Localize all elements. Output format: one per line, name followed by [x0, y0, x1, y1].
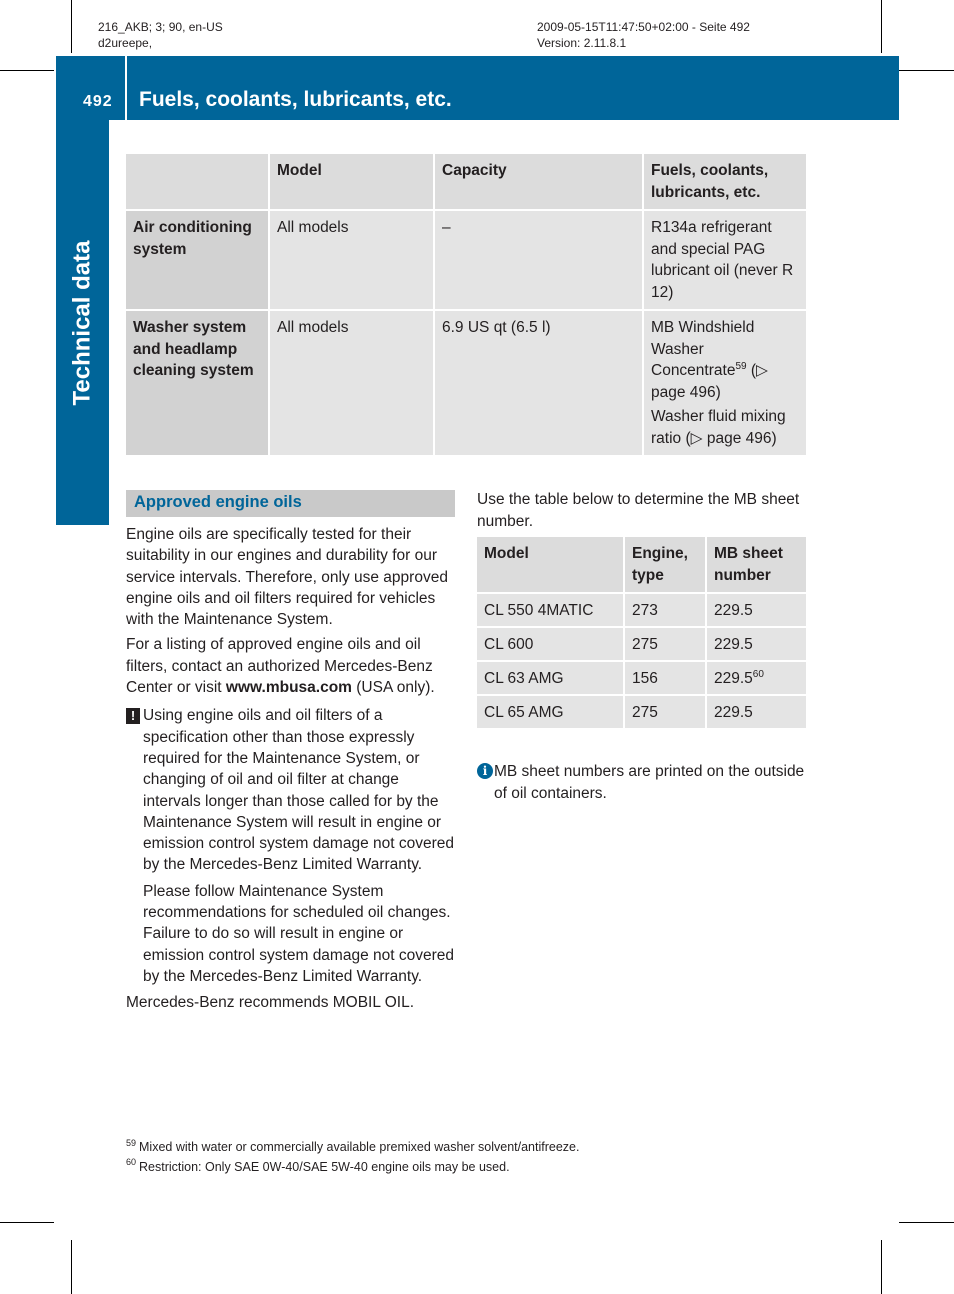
table-cell: 229.5 — [707, 696, 806, 728]
side-tab-label — [56, 120, 109, 525]
table-row — [477, 628, 806, 660]
print-meta-left — [98, 19, 223, 51]
footnote — [126, 1158, 579, 1178]
oil-table-intro: Use the table below to determine the MB sheet number. — [477, 491, 800, 530]
fuels-table — [124, 152, 808, 457]
crop-mark — [0, 70, 54, 71]
meta-line: 2009-05-15T11:47:50+02:00 - Seite 492 — [537, 20, 750, 34]
footnote-text: Restriction: Only SAE 0W-40/SAE 5W-40 engine oils may be used. — [139, 1159, 510, 1174]
crop-mark — [71, 0, 72, 53]
info-note — [477, 761, 807, 804]
sheet-number: 229.5 — [714, 670, 753, 687]
footnote-ref: 60 — [752, 668, 764, 680]
meta-line: d2ureepe, — [98, 36, 153, 50]
warning-icon: ! — [126, 708, 140, 724]
table-cell: 6.9 US qt (6.5 l) — [435, 311, 642, 455]
warning-block — [126, 705, 458, 987]
website-link[interactable]: www.mbusa.com — [225, 679, 352, 697]
table-header-cell: Engine, type — [625, 537, 705, 592]
table-header-cell: MB sheet number — [707, 537, 806, 592]
print-meta-right — [537, 19, 750, 51]
table-header-cell: Model — [477, 537, 623, 592]
table-header-row — [477, 537, 806, 592]
table-cell: 156 — [625, 662, 705, 694]
table-cell: 275 — [625, 696, 705, 728]
table-header-row — [126, 154, 806, 209]
footnote-number: 59 — [126, 1137, 137, 1148]
table-cell: R134a refrigerant and special PAG lubricant oil (never R 12) — [644, 211, 806, 309]
table-cell: 229.5 — [707, 628, 806, 660]
approved-oils-body — [126, 524, 458, 1018]
crop-mark — [881, 0, 882, 53]
table-row — [126, 311, 806, 455]
footnote-text: Mixed with water or commercially available premixed washer solvent/antifreeze. — [139, 1140, 580, 1154]
table-row — [477, 662, 806, 694]
table-row — [477, 594, 806, 626]
info-icon: i — [477, 763, 493, 779]
table-cell — [707, 662, 806, 694]
warning-text: Please follow Maintenance System recommendations for scheduled oil changes. Failure to do so will result in engine or emission control system damage not covered by the Mercedes-Benz Limited Warranty. — [143, 882, 455, 985]
crop-mark — [881, 1240, 882, 1294]
table-cell: CL 600 — [477, 628, 623, 660]
paragraph — [126, 634, 458, 698]
table-cell: CL 63 AMG — [477, 662, 623, 694]
page-reference-link[interactable]: (▷ page 496) — [651, 362, 768, 401]
section-heading — [126, 490, 455, 517]
paragraph-text: (USA only). — [351, 679, 435, 697]
recommendation-text: Mercedes-Benz recommends MOBIL OIL. — [126, 994, 414, 1012]
table-header-cell: Model — [270, 154, 433, 209]
table-cell: All models — [270, 211, 433, 309]
header-divider — [125, 56, 127, 120]
table-row-header: Washer system and headlamp cleaning system — [126, 311, 268, 455]
crop-mark — [899, 70, 954, 71]
footnote — [126, 1138, 579, 1158]
page-title: Fuels, coolants, lubricants, etc. — [139, 88, 452, 111]
page-number: 492 — [83, 93, 113, 110]
crop-mark — [71, 1240, 72, 1294]
paragraph-text: For a listing of approved engine oils and oil filters, contact an authorized Mercedes-Benz Center or visit — [126, 636, 433, 697]
fluid-name: MB Windshield Washer Concentrate — [651, 319, 755, 379]
table-cell: CL 550 4MATIC — [477, 594, 623, 626]
table-cell: 275 — [625, 628, 705, 660]
fluid-text — [651, 317, 799, 403]
table-row-header: Air conditioning system — [126, 211, 268, 309]
side-tab-text: Technical data — [68, 240, 96, 405]
table-header-cell: Fuels, coolants, lubricants, etc. — [644, 154, 806, 209]
table-cell: CL 65 AMG — [477, 696, 623, 728]
table-cell: All models — [270, 311, 433, 455]
table-row — [126, 211, 806, 309]
table-cell: 229.5 — [707, 594, 806, 626]
info-text: MB sheet numbers are printed on the outside of oil containers. — [494, 763, 805, 802]
warning-text: Using engine oils and oil filters of a specification other than those expressly required for the Maintenance System, or changing of oil and oil filter at change intervals longer than those called for by the Maintenance System will result in engine or emission control system damage not covered by the Mercedes-Benz Limited Warranty. — [143, 707, 455, 874]
crop-mark — [899, 1222, 954, 1223]
table-row — [477, 696, 806, 728]
meta-line: Version: 2.11.8.1 — [537, 36, 627, 50]
table-cell: – — [435, 211, 642, 309]
table-header-cell — [126, 154, 268, 209]
footnote-ref: 59 — [735, 360, 747, 372]
section-heading-text: Approved engine oils — [134, 493, 302, 511]
paragraph: Engine oils are specifically tested for their suitability in our engines and durability for our service intervals. Therefore, only use approved engine oils and oil filters required for vehicles with the Maintenance System. — [126, 526, 448, 629]
fluid-extra-text: Washer fluid mixing ratio (▷ page 496) — [651, 408, 786, 447]
table-header-cell: Capacity — [435, 154, 642, 209]
mb-sheet-table — [475, 535, 808, 730]
table-cell — [644, 311, 806, 455]
footnote-number: 60 — [126, 1157, 137, 1168]
crop-mark — [0, 1222, 54, 1223]
footnotes — [126, 1138, 579, 1177]
table-cell: 273 — [625, 594, 705, 626]
meta-line: 216_AKB; 3; 90, en-US — [98, 20, 223, 34]
